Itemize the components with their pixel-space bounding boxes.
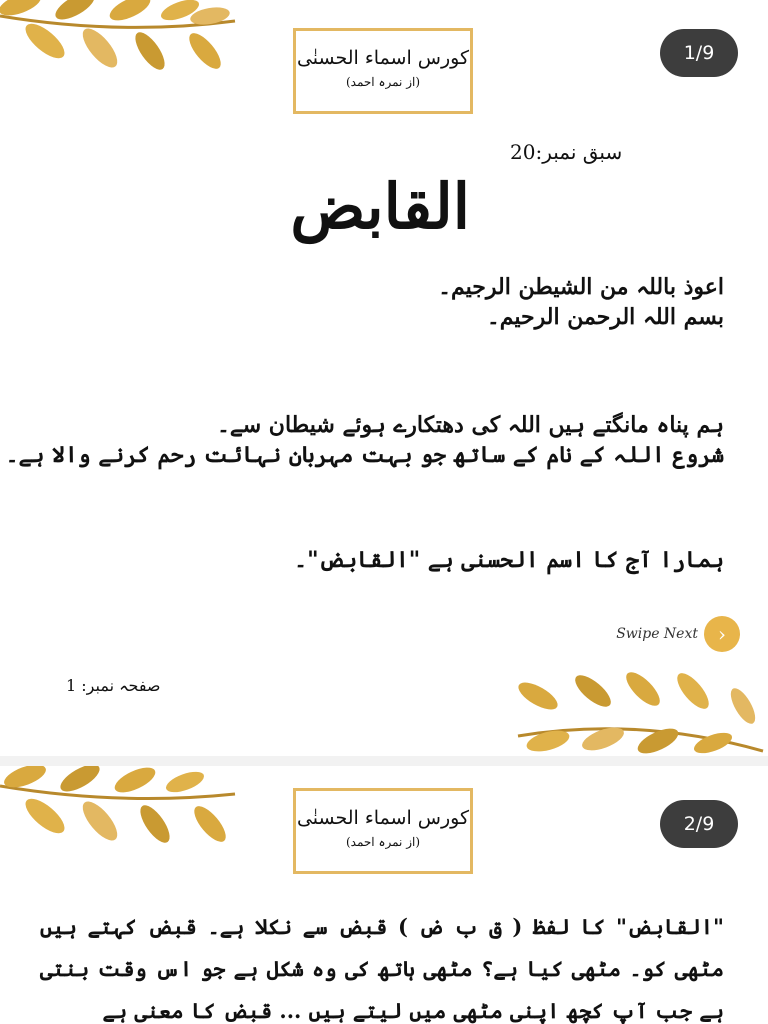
gold-leaves-top-left-icon (0, 766, 250, 861)
gold-leaves-top-left-icon (0, 0, 250, 86)
page-number: صفحہ نمبر: 1 (66, 676, 161, 695)
course-title-box (293, 28, 473, 114)
course-title-box (293, 788, 473, 874)
course-author: (از نمرہ احمد) (345, 75, 421, 89)
page-indicator: 2/9 (660, 800, 738, 848)
course-author: (از نمرہ احمد) (345, 835, 421, 849)
bismillah-line: بسم اللہ الرحمن الرحیم۔ (486, 304, 724, 330)
gold-leaves-bottom-right-icon (508, 671, 768, 756)
course-title: کورس اسماء الحسنٰی (296, 807, 470, 829)
translation-line-1: ہم پناہ مانگتے ہیں اللہ کی دھتکارے ہوئے شیطان سے۔ (216, 412, 724, 438)
swipe-next-label: Swipe Next (616, 626, 698, 642)
lesson-number: سبق نمبر:20 (510, 140, 623, 164)
page-indicator: 1/9 (660, 29, 738, 77)
swipe-next-button[interactable] (616, 616, 740, 652)
taawwuz-line: اعوذ باللہ من الشیطن الرجیم۔ (438, 274, 724, 300)
course-title: کورس اسماء الحسنٰی (296, 47, 470, 69)
chevron-right-icon[interactable]: › (704, 616, 740, 652)
slide-2 (0, 756, 768, 1024)
translation-line-2: شروع اللہ کے نام کے ساتھ جو بہت مہربان نہائت رحم کرنے والا ہے۔ (5, 442, 724, 468)
opening-block (438, 272, 724, 332)
translation-block (6, 410, 724, 470)
today-name-block (294, 545, 724, 575)
asma-name-heading: القابض (290, 170, 470, 243)
today-name-line: ہمارا آج کا اسم الحسنی ہے "القابض"۔ (294, 547, 724, 573)
lesson-paragraph: "القابض" کا لفظ ( ق ب ض ) قبض سے نکلا ہے۔ قبض کہتے ہیں مٹھی کو۔ مٹھی کیا ہے؟ مٹھی ہاتھ کی وہ شکل ہے جو اس وقت بنتی ہے جب آپ کچھ اپنی مٹھی میں لیتے ہیں ... قبض کا معنی ہے (40, 914, 724, 1023)
